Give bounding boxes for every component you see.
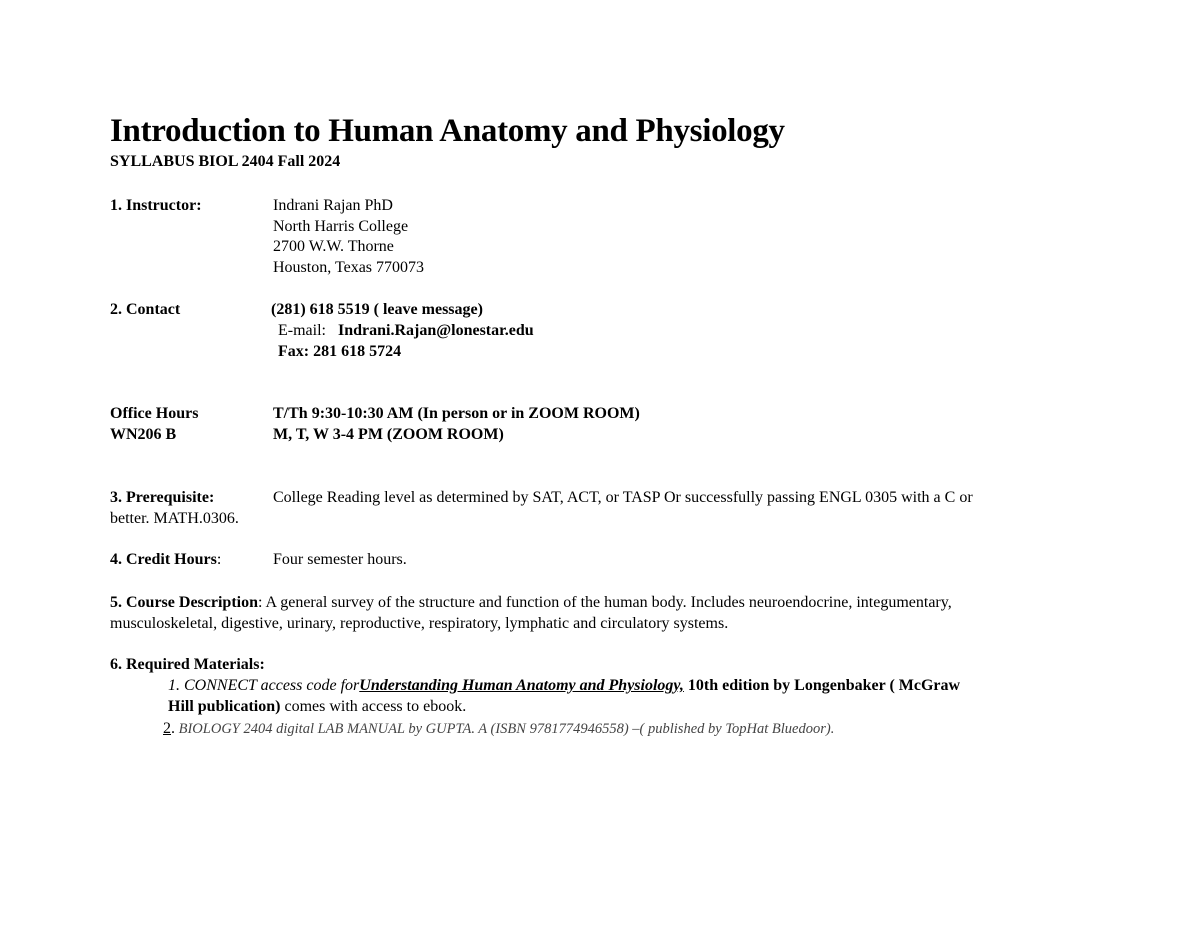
instructor-street: 2700 W.W. Thorne — [273, 238, 394, 255]
office-room: WN206 B — [110, 426, 177, 443]
materials-item-2 — [163, 718, 834, 740]
prerequisite-label: 3. Prerequisite: — [110, 489, 215, 506]
credit-text: Four semester hours. — [273, 551, 407, 568]
instructor-label: 1. Instructor: — [110, 197, 202, 214]
description-colon: : — [257, 594, 263, 611]
description-text-1: A general survey of the structure and function of the human body. Includes neuroendocrine, integumentary, — [262, 594, 952, 611]
page-title: Introduction to Human Anatomy and Physiology — [110, 113, 785, 149]
credit-label-row — [110, 549, 221, 570]
materials-item-1-line-2 — [168, 696, 466, 717]
item1-number: 1. — [168, 677, 180, 694]
prerequisite-text-2: better. MATH.0306. — [110, 510, 239, 527]
contact-email-row — [278, 320, 534, 341]
item1-rest: 10th edition by Longenbaker ( McGraw — [683, 677, 961, 694]
contact-phone: (281) 618 5519 ( leave message) — [271, 301, 483, 318]
description-label: 5. Course Description — [110, 594, 258, 611]
item1-title: Understanding Human Anatomy and Physiology, — [359, 677, 684, 694]
materials-label: 6. Required Materials: — [110, 656, 265, 673]
materials-item-1-line-1 — [168, 675, 960, 696]
description-line-1 — [110, 592, 952, 613]
item2-dot: . — [171, 720, 175, 737]
item1-line2-rest: comes with access to ebook. — [280, 698, 467, 715]
page-subtitle: SYLLABUS BIOL 2404 Fall 2024 — [110, 153, 341, 170]
item2-number: 2 — [163, 720, 171, 737]
item1-prefix: CONNECT access code for — [180, 677, 360, 694]
office-hours-label: Office Hours — [110, 405, 199, 422]
item2-text: BIOLOGY 2404 digital LAB MANUAL by GUPTA. A (ISBN 9781774946558) –( published by TopHat Bluedoor). — [175, 721, 835, 737]
instructor-college: North Harris College — [273, 218, 409, 235]
instructor-city: Houston, Texas 770073 — [273, 259, 425, 276]
office-hours-1: T/Th 9:30-10:30 AM (In person or in ZOOM ROOM) — [273, 405, 640, 422]
email-label: E-mail: — [278, 322, 326, 339]
contact-fax: Fax: 281 618 5724 — [278, 343, 402, 360]
contact-label: 2. Contact — [110, 301, 181, 318]
email-address[interactable]: Indrani.Rajan@lonestar.edu — [337, 322, 534, 339]
prerequisite-text-1: College Reading level as determined by SAT, ACT, or TASP Or successfully passing ENGL 0305 with a C or — [273, 489, 973, 506]
description-text-2: musculoskeletal, digestive, urinary, reproductive, respiratory, lymphatic and circulatory systems. — [110, 615, 729, 632]
office-hours-2: M, T, W 3-4 PM (ZOOM ROOM) — [273, 426, 504, 443]
item1-publisher: Hill publication) — [168, 698, 281, 715]
credit-label: 4. Credit Hours — [110, 551, 217, 568]
instructor-name: Indrani Rajan PhD — [273, 197, 393, 214]
credit-colon: : — [216, 551, 222, 568]
